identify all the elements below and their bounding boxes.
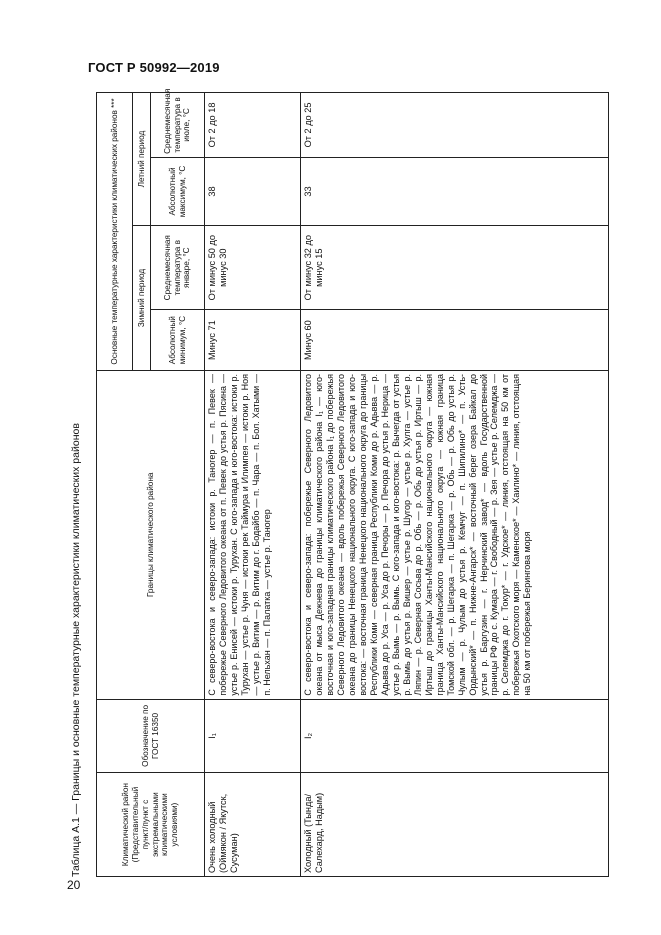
header-absolute-minimum: Абсолютный минимум, °С [151, 310, 205, 371]
absolute-minimum-value: Минус 60 [301, 310, 609, 371]
header-average-january: Среднемесячная температура в январе, °С [151, 226, 205, 310]
average-july-value: От 2 до 25 [301, 93, 609, 158]
region-designation: I₁ [205, 699, 301, 773]
table-row [301, 93, 609, 877]
absolute-maximum-value: 33 [301, 157, 609, 225]
absolute-maximum-value: 38 [205, 157, 301, 225]
header-summer-period: Летний период [133, 93, 151, 226]
document-standard-title: ГОСТ Р 50992—2019 [88, 60, 220, 75]
region-name: Очень холодный (Оймякон / Якутск, Сусуман) [205, 773, 301, 877]
region-boundaries: С северо-востока и северо-запада: истоки р. Таногер — п. Певек — побережье Северного Ледовитого океана от п. Певек до устья р. Пясина — устье р. Енисей — истоки р. Турухан. С юго-запада и юго-востока: истоки р. Турухан — устье р. Чуня — истоки рек Таймура и Илимпея — истоки р. Ноя — устье р. Витим — р. Витим до г. Бодайбо — п. Чара — п. Бол. Хатыми — п. Нельхан — п. Палатка — устье р. Таногер [205, 370, 301, 699]
average-january-value: От минус 50 до минус 30 [205, 226, 301, 310]
header-region: Климатический район (Представительный пункт/пункт с экстремальными климатическими условиями) [97, 773, 205, 877]
header-temperature-group: Основные температурные характеристики климатических районов *** [97, 93, 133, 371]
header-winter-period: Зимний период [133, 226, 151, 371]
table-caption: Таблица А.1 — Границы и основные температурные характеристики климатических районов [70, 423, 82, 877]
header-absolute-maximum: Абсолютный максимум, °С [151, 157, 205, 225]
absolute-minimum-value: Минус 71 [205, 310, 301, 371]
header-average-july: Среднемесячная температура в июле, °С [151, 93, 205, 158]
average-january-value: От минус 32 до минус 15 [301, 226, 609, 310]
region-name: Холодный (Тында/Салехард, Надым) [301, 773, 609, 877]
header-boundaries: Границы климатического района [97, 370, 205, 699]
region-designation: I₂ [301, 699, 609, 773]
climate-regions-table [96, 88, 609, 877]
header-designation: Обозначение по ГОСТ 16350 [97, 699, 205, 773]
region-boundaries: С северо-востока и северо-запада: побережье Северного Ледовитого океана от мыса Дежнева до границы климатического района I₁ — юго-восточная и юго-западная границы климатического района I₁ до побережья Северного Ледовитого океана — вдоль побережья Северного Ледовитого океана до границы Ненецкого национального округа. С юго-запада и юго-востока: — восточная граница Ненецкого национального округа до границы Республики Коми — северная граница Республики Коми до р. Адьвва — р. Адьвва до р. Уса — р. Уса до р. Печоры — р. Печора до устья р. Нерица — устье р. Вымь — р. Вымь. С юго-запада и юго-востока: р. Вычегда от устья р. Вымь до устья р. Вишер — устье р. Шугор — устье р. Хулга — устье р. Ляпин — р. Северная Сосьва до р. Обь — р. Обь до устья р. Иртыш — р. Иртыш до границы Ханты-Мансийского национального округа — южная граница Ханты-Мансийского национального округа — южная граница Томской обл. — р. Шегарка — п. Шегарка — р. Обь — р. Обь до устья р. Чулым — р. Чулым до устья р. Кемчуг — п. Шипилино* — п. Усть-Ордынский* — п. Нижне-Ангарск* — восточный берег озера Байкал до устья р. Баргузин — г. Нерчинский завод* — вдоль Государственной границы РФ до с. Кумара — г. Свободный — р. Зея — устье р. Селемджа — р. Селемджа до г. Токур* — г. Удское* — линия, отстоящая на 50 км от побережья Охотского моря — Каменское* — Хаилино* — линия, отстоящая на 50 км от побережья Берингова моря [301, 370, 609, 699]
rotated-table-block [70, 88, 608, 877]
table-row [205, 93, 301, 877]
page-number: 20 [67, 878, 81, 892]
average-july-value: От 2 до 18 [205, 93, 301, 158]
